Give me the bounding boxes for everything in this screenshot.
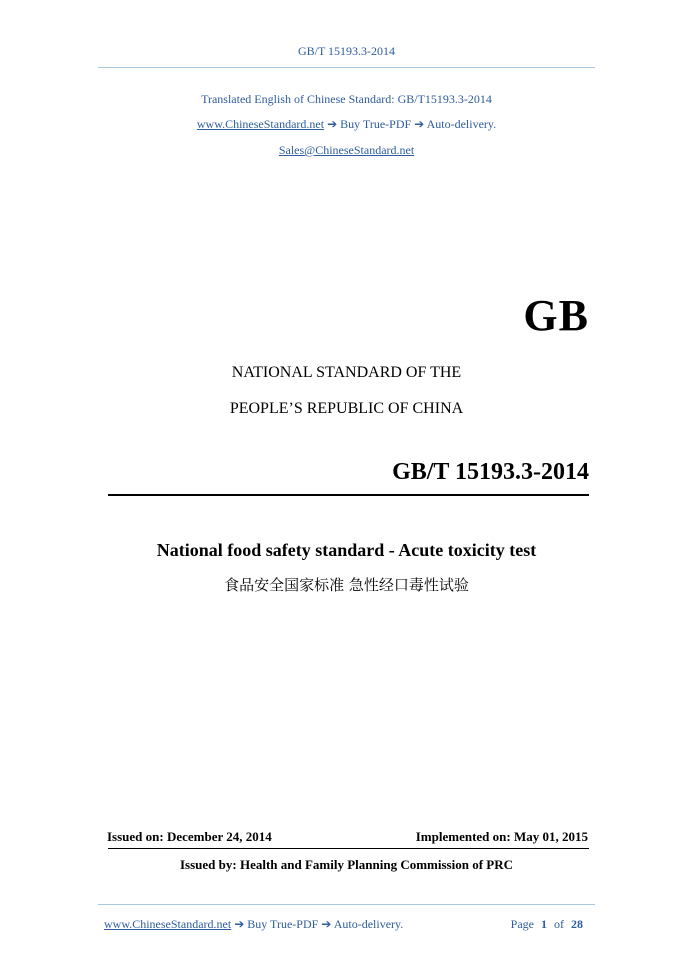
- right-arrow-icon: ➔: [234, 917, 245, 931]
- title-chinese: 食品安全国家标准 急性经口毒性试验: [224, 576, 469, 594]
- right-arrow-icon: ➔: [414, 117, 425, 131]
- footer-site-link[interactable]: www.ChineseStandard.net: [104, 917, 232, 931]
- gb-logo: GB: [523, 291, 589, 340]
- right-arrow-icon: ➔: [321, 917, 332, 931]
- header-divider: [98, 67, 595, 68]
- page-indicator: [511, 917, 583, 932]
- national-standard-line2: PEOPLE’S REPUBLIC OF CHINA: [229, 400, 464, 417]
- right-arrow-icon: ➔: [327, 117, 338, 131]
- buy-true-pdf-text: Buy True-PDF: [340, 117, 412, 131]
- national-standard-line1: NATIONAL STANDARD OF THE: [231, 364, 462, 381]
- sales-line: [0, 143, 693, 158]
- page-label: Page: [510, 917, 534, 931]
- purchase-line: [0, 117, 693, 132]
- footer-delivery-text: Auto-delivery.: [333, 917, 404, 931]
- footer-buy-text: Buy True-PDF: [247, 917, 319, 931]
- site-link[interactable]: www.ChineseStandard.net: [196, 117, 325, 131]
- implemented-on: Implemented on: May 01, 2015: [415, 829, 588, 844]
- title-english: National food safety standard - Acute toxicity test: [156, 540, 537, 560]
- dates-rule: [108, 848, 589, 849]
- page-current: 1: [541, 917, 547, 931]
- footer-divider: [98, 904, 595, 905]
- page-of: of: [554, 917, 564, 931]
- issued-on: Issued on: December 24, 2014: [107, 829, 272, 844]
- auto-delivery-text: Auto-delivery.: [426, 117, 497, 131]
- footer-purchase-line: [104, 917, 403, 932]
- issued-by: Issued by: Health and Family Planning Commission of PRC: [180, 857, 513, 872]
- page-total: 28: [571, 917, 583, 931]
- standard-number-rule: [108, 494, 589, 496]
- sales-email-link[interactable]: Sales@ChineseStandard.net: [278, 143, 415, 157]
- header-code: GB/T 15193.3-2014: [297, 44, 396, 58]
- standard-number: GB/T 15193.3-2014: [392, 459, 589, 485]
- translation-notice: Translated English of Chinese Standard: GB/T15193.3-2014: [201, 92, 492, 106]
